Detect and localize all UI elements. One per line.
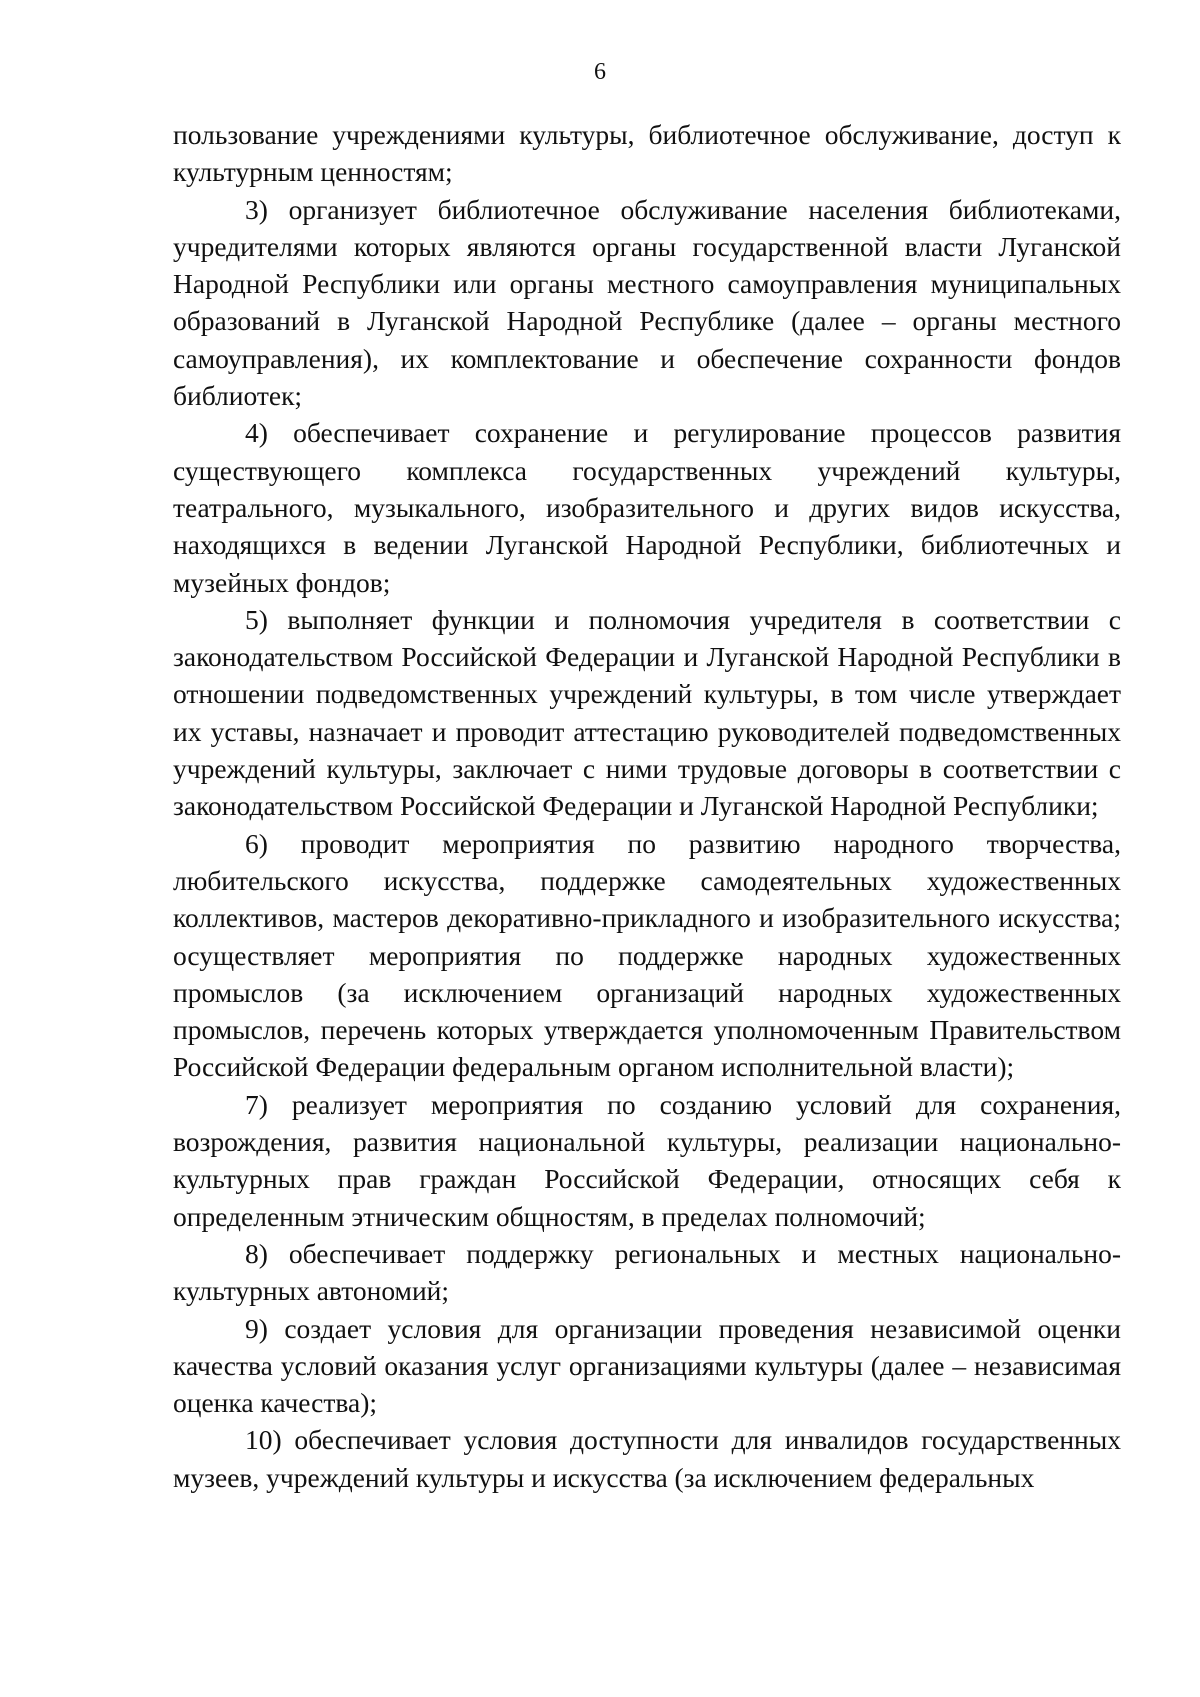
- document-body: [173, 116, 1121, 1496]
- paragraph-item-3: 3) организует библиотечное обслуживание населения библиотеками, учредителями которых являются органы государственной власти Луганской Народной Республики или органы местного самоуправления муниципальных образований в Луганской Народной Республике (далее – органы местного самоуправления), их комплектование и обеспечение сохранности фондов библиотек;: [173, 193, 1121, 412]
- paragraph-continuation: пользование учреждениями культуры, библиотечное обслуживание, доступ к культурным ценностям;: [173, 119, 1121, 188]
- page-number: 6: [594, 59, 606, 85]
- paragraph-item-6: 6) проводит мероприятия по развитию народного творчества, любительского искусства, поддержке самодеятельных художественных коллективов, мастеров декоративно-прикладного и изобразительного искусства; осуществляет мероприятия по поддержке народных художественных промыслов (за исключением организаций народных художественных промыслов, перечень которых утверждается уполномоченным Правительством Российской Федерации федеральным органом исполнительной власти);: [173, 827, 1121, 1083]
- paragraph-item-7: 7) реализует мероприятия по созданию условий для сохранения, возрождения, развития национальной культуры, реализации национально-культурных прав граждан Российской Федерации, относящих себя к определенным этническим общностям, в пределах полномочий;: [173, 1088, 1121, 1232]
- paragraph-item-10: 10) обеспечивает условия доступности для инвалидов государственных музеев, учреждений культуры и искусства (за исключением федеральных: [173, 1424, 1121, 1493]
- paragraph-item-4: 4) обеспечивает сохранение и регулирование процессов развития существующего комплекса государственных учреждений культуры, театрального, музыкального, изобразительного и других видов искусства, находящихся в ведении Луганской Народной Республики, библиотечных и музейных фондов;: [173, 417, 1121, 598]
- paragraph-item-9: 9) создает условия для организации проведения независимой оценки качества условий оказания услуг организациями культуры (далее – независимая оценка качества);: [173, 1312, 1121, 1419]
- paragraph-item-8: 8) обеспечивает поддержку региональных и местных национально-культурных автономий;: [173, 1237, 1121, 1307]
- paragraph-item-5: 5) выполняет функции и полномочия учредителя в соответствии с законодательством Российской Федерации и Луганской Народной Республики в отношении подведомственных учреждений культуры, в том числе утверждает их уставы, назначает и проводит аттестацию руководителей подведомственных учреждений культуры, заключает с ними трудовые договоры в соответствии с законодательством Российской Федерации и Луганской Народной Республики;: [173, 603, 1121, 822]
